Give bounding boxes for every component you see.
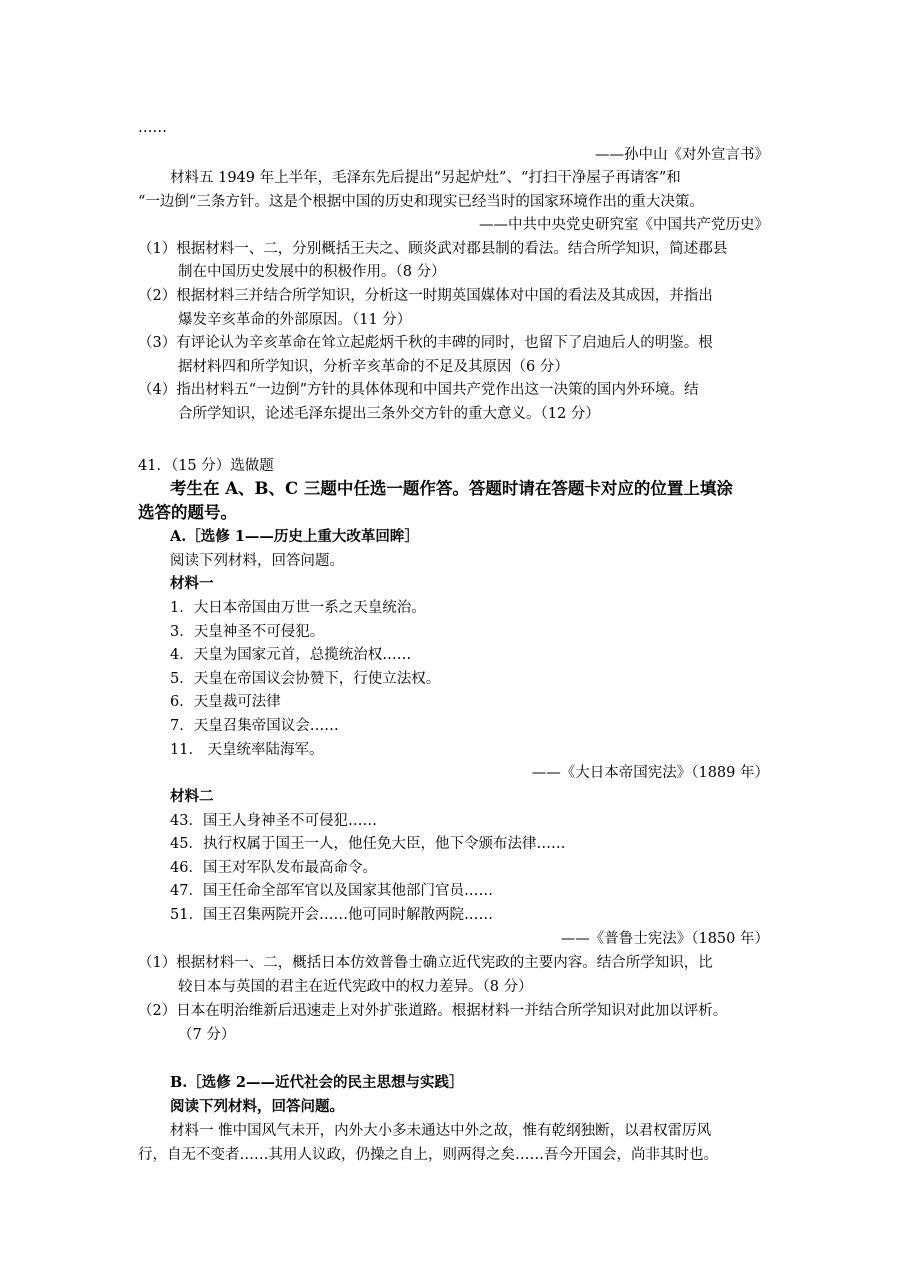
material-2-item: 51．国王召集两院开会……他可同时解散两院…… [170,907,493,923]
section-b-title: B.［选修 2——近代社会的民主思想与实践］ [170,1074,464,1091]
question-41-instruction-line-1: 考生在 A、B、C 三题中任选一题作答。答题时请在答题卡对应的位置上填涂 [170,479,733,498]
question-3-line-2: 据材料四和所学知识，分析辛亥革命的不足及其原因（6 分） [178,359,569,375]
material-2-item: 46．国王对军队发布最高命令。 [170,860,377,876]
material-2-item: 45．执行权属于国王一人，他任免大臣，他下令颁布法律…… [170,836,566,852]
section-a-material-2-source: ——《普鲁士宪法》（1850 年） [560,931,769,947]
question-2-line-2: 爆发辛亥革命的外部原因。（11 分） [178,312,412,328]
material-1-item: 6．天皇裁可法律 [170,694,281,710]
material-5-line-1: 材料五 1949 年上半年，毛泽东先后提出“另起炉灶”、“打扫干净屋子再请客”和 [170,170,681,186]
source-material-4: ——孙中山《对外宣言书》 [595,147,769,163]
question-41-instruction-line-2: 选答的题号。 [138,503,237,522]
section-b-material-1-line-1: 材料一 惟中国风气未开，内外大小多未通达中外之故，惟有乾纲独断，以君权雷厉风 [170,1123,712,1139]
material-5-line-2: “一边倒“三条方针。这是个根据中国的历史和现实已经当时的国家环境作出的重大决策。 [138,194,704,210]
material-2-item: 43．国王人身神圣不可侵犯…… [170,813,377,829]
material-1-item: 3．天皇神圣不可侵犯。 [170,624,325,640]
section-a-title: A.［选修 1——历史上重大改革回眸］ [170,528,419,545]
question-1-line-2: 制在中国历史发展中的积极作用。（8 分） [178,264,446,280]
material-1-item: 7．天皇召集帝国议会…… [170,718,339,734]
section-b-material-1-line-2: 行，自无不变者……其用人议政，仍操之自上，则两得之矣……吾今开国会，尚非其时也。 [138,1147,718,1163]
section-a-intro: 阅读下列材料，回答问题。 [170,553,344,569]
section-a-question-1-line-2: 较日本与英国的君主在近代宪政中的权力差异。（8 分） [178,979,533,995]
source-material-5: ——中共中央党史研究室《中国共产党历史》 [479,217,769,233]
question-4-line-1: （4）指出材料五“一边倒”方针的具体体现和中国共产党作出这一决策的国内外环境。结 [138,382,699,398]
question-4-line-2: 合所学知识，论述毛泽东提出三条外交方针的重大意义。（12 分） [178,406,600,422]
question-41-header: 41．（15 分）选做题 [138,458,274,474]
question-2-line-1: （2）根据材料三并结合所学知识，分析这一时期英国媒体对中国的看法及其成因，并指出 [138,288,713,304]
material-1-item: 11． 天皇统率陆海军。 [170,742,324,758]
section-b-intro: 阅读下列材料，回答问题。 [170,1098,344,1115]
section-a-material-1-source: ——《大日本帝国宪法》（1889 年） [531,765,769,781]
section-a-material-1-label: 材料一 [170,575,214,592]
question-1-line-1: （1）根据材料一、二，分别概括王夫之、顾炎武对郡县制的看法。结合所学知识，简述郡县 [138,241,728,257]
material-1-item: 4．天皇为国家元首，总揽统治权…… [170,647,412,663]
material-1-item: 1．大日本帝国由万世一系之天皇统治。 [170,600,426,616]
section-a-question-1-line-1: （1）根据材料一、二，概括日本仿效普鲁士确立近代宪政的主要内容。结合所学知识，比 [138,955,713,971]
ellipsis: …… [138,120,167,136]
question-3-line-1: （3）有评论认为辛亥革命在耸立起彪炳千秋的丰碑的同时，也留下了启迪后人的明鉴。根 [138,335,713,351]
section-a-material-2-label: 材料二 [170,788,214,805]
section-a-question-2-line-1: （2）日本在明治维新后迅速走上对外扩张道路。根据材料一并结合所学知识对此加以评析。 [138,1003,728,1019]
material-2-item: 47．国王任命全部军官以及国家其他部门官员…… [170,883,493,899]
section-a-question-2-line-2: （7 分） [178,1027,236,1043]
material-1-item: 5．天皇在帝国议会协赞下，行使立法权。 [170,671,441,687]
